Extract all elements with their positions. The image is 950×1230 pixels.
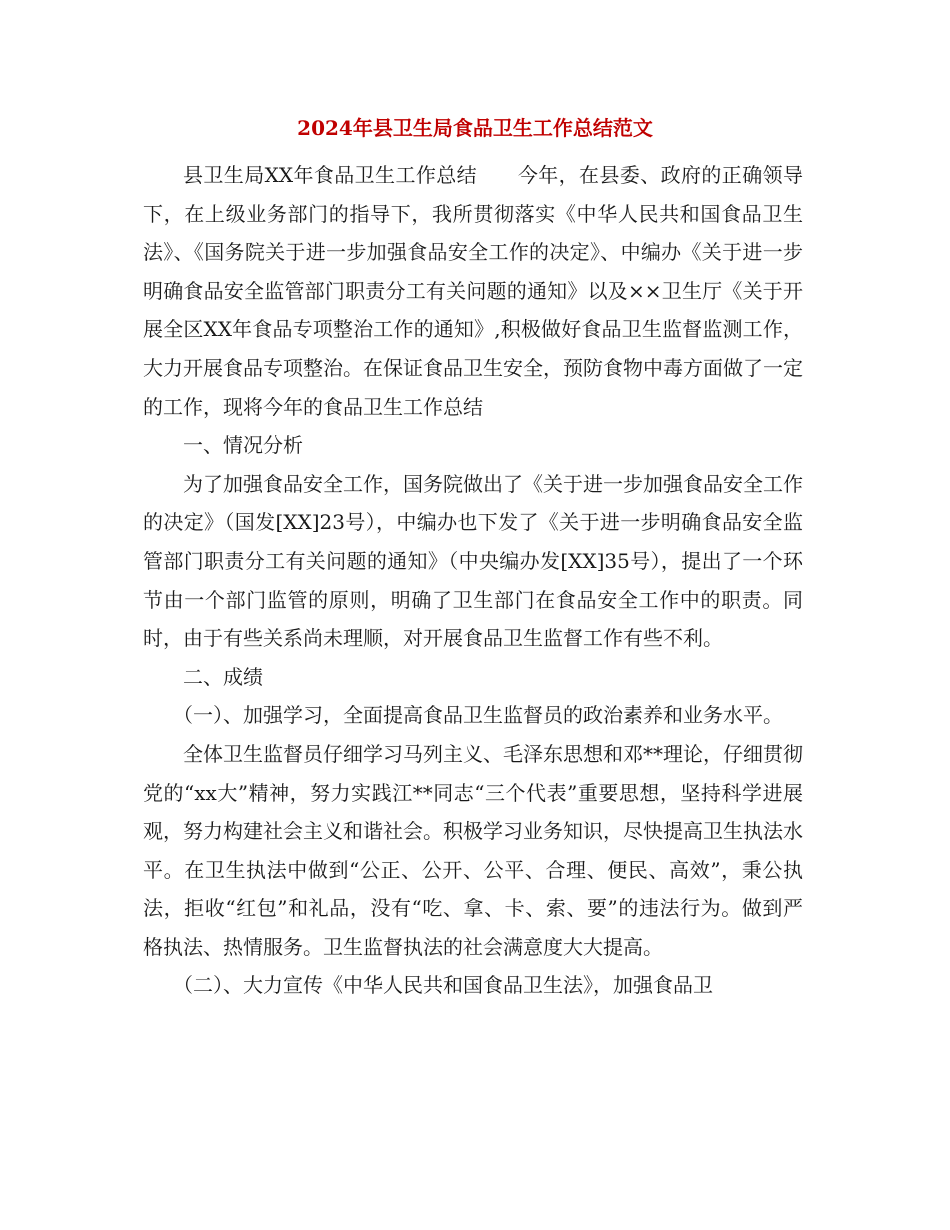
section-heading-situation-analysis: 一、情况分析 <box>183 433 303 458</box>
situation-analysis-paragraph: 为了加强食品安全工作，国务院做出了《关于进一步加强食品安全工作的决定》（国发[XX]23号），中编办也下发了《关于进一步明确食品安全监管部门职责分工有关问题的通知》（中央编办发[XX]35号），提出了一个环节由一个部门监管的原则，明确了卫生部门在食品安全工作中的职责。同时，由于有些关系尚未理顺，对开展食品卫生监督工作有些不利。 <box>143 471 803 651</box>
section-heading-achievements: 二、成绩 <box>183 664 263 689</box>
subsection-heading-study: （一）、加强学习，全面提高食品卫生监督员的政治素养和业务水平。 <box>173 703 783 728</box>
subsection-heading-publicity: （二）、大力宣传《中华人民共和国食品卫生法》，加强食品卫 <box>173 973 713 998</box>
document-title: 2024年县卫生局食品卫生工作总结范文 <box>297 116 653 140</box>
intro-paragraph: 县卫生局XX年食品卫生工作总结 今年，在县委、政府的正确领导下，在上级业务部门的指导下，我所贯彻落实《中华人民共和国食品卫生法》、《国务院关于进一步加强食品安全工作的决定》、中编办《关于进一步明确食品安全监管部门职责分工有关问题的通知》以及××卫生厅《关于开展全区XX年食品专项整治工作的通知》,积极做好食品卫生监督监测工作，大力开展食品专项整治。在保证食品卫生安全，预防食物中毒方面做了一定的工作，现将今年的食品卫生工作总结 <box>143 163 803 419</box>
document-body <box>143 156 803 1005</box>
study-paragraph: 全体卫生监督员仔细学习马列主义、毛泽东思想和邓**理论，仔细贯彻党的“xx大”精神，努力实践江**同志“三个代表”重要思想，坚持科学进展观，努力构建社会主义和谐社会。积极学习业务知识，尽快提高卫生执法水平。在卫生执法中做到“公正、公开、公平、合理、便民、高效”，秉公执法，拒收“红包”和礼品，没有“吃、拿、卡、索、要”的违法行为。做到严格执法、热情服务。卫生监督执法的社会满意度大大提高。 <box>143 741 803 959</box>
